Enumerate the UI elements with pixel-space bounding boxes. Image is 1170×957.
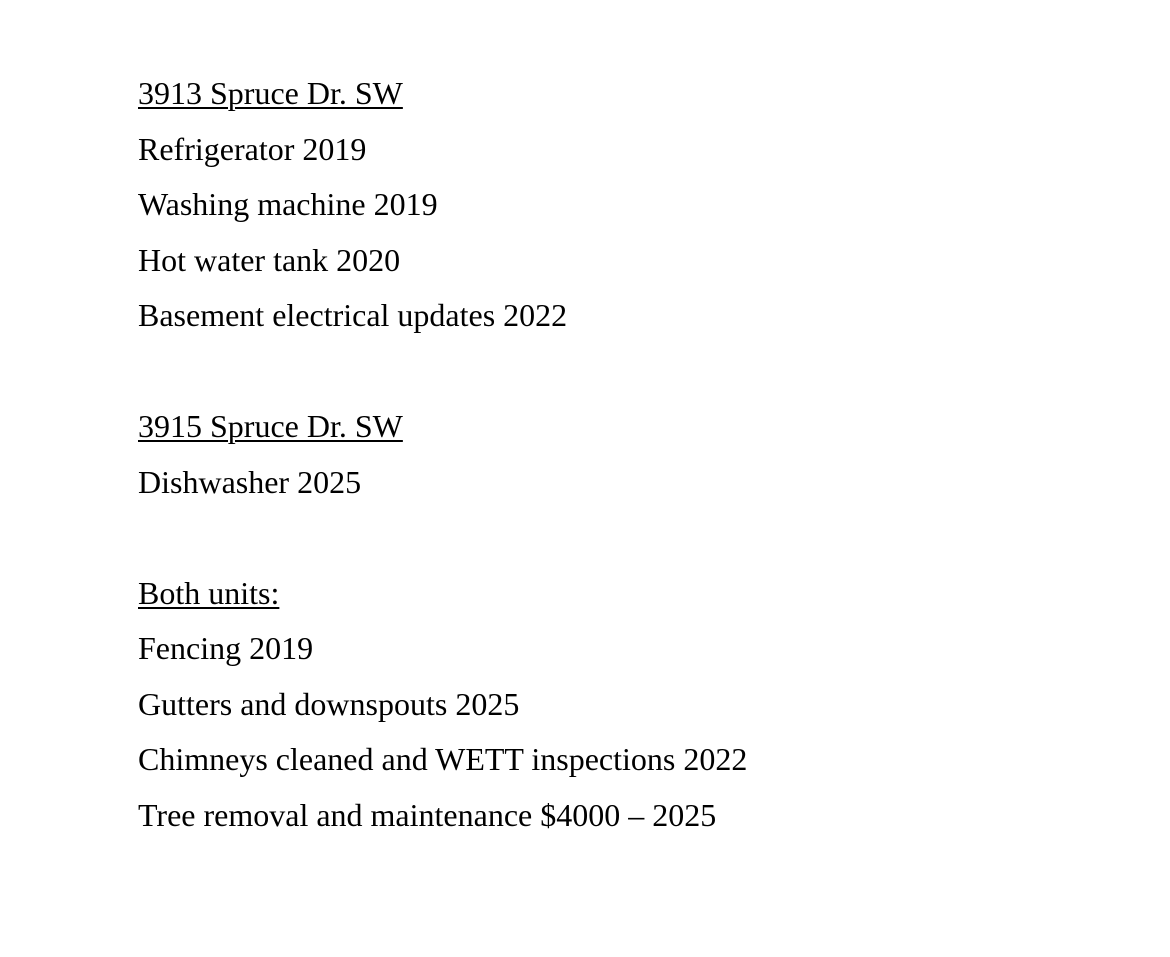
list-item: Gutters and downspouts 2025 bbox=[138, 685, 520, 722]
list-item: Tree removal and maintenance $4000 – 2025 bbox=[138, 796, 717, 833]
blank-line bbox=[138, 344, 1038, 400]
list-item: Dishwasher 2025 bbox=[138, 463, 362, 500]
section-3915-spruce bbox=[138, 399, 1038, 510]
blank-line bbox=[138, 510, 1038, 566]
list-item: Fencing 2019 bbox=[138, 630, 314, 666]
document-body bbox=[138, 66, 1038, 843]
list-item: Hot water tank 2020 bbox=[138, 241, 401, 278]
list-item: Washing machine 2019 bbox=[138, 186, 438, 222]
section-both-units bbox=[138, 566, 1038, 844]
list-item: Basement electrical updates 2022 bbox=[138, 297, 568, 333]
section-heading: 3913 Spruce Dr. SW bbox=[138, 75, 403, 111]
list-item: Refrigerator 2019 bbox=[138, 130, 367, 167]
section-3913-spruce bbox=[138, 66, 1038, 344]
section-heading: 3915 Spruce Dr. SW bbox=[138, 408, 403, 444]
list-item: Chimneys cleaned and WETT inspections 2022 bbox=[138, 741, 748, 777]
section-heading: Both units: bbox=[138, 574, 280, 611]
